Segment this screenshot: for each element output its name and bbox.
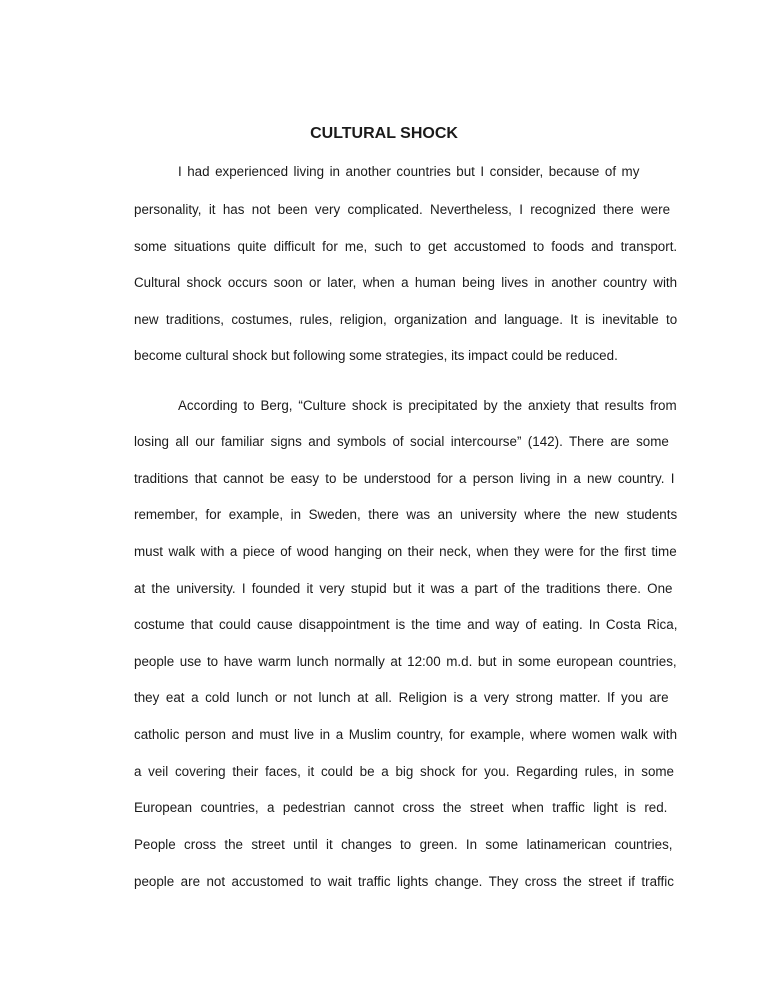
text-line: catholic person and must live in a Muslim country, for example, where women walk with <box>134 727 677 742</box>
text-line: must walk with a piece of wood hanging on their neck, when they were for the first time <box>134 544 677 559</box>
text-line: personality, it has not been very complicated. Nevertheless, I recognized there were <box>134 202 671 217</box>
text-line: they eat a cold lunch or not lunch at all. Religion is a very strong matter. If you are <box>134 690 669 705</box>
text-line: become cultural shock but following some strategies, its impact could be reduced. <box>134 348 618 363</box>
text-line: people use to have warm lunch normally at 12:00 m.d. but in some european countries, <box>134 654 677 669</box>
text-line: new traditions, costumes, rules, religion, organization and language. It is inevitable to <box>134 312 677 327</box>
text-line: According to Berg, “Culture shock is precipitated by the anxiety that results from <box>178 398 677 413</box>
text-line: a veil covering their faces, it could be a big shock for you. Regarding rules, in some <box>134 764 674 779</box>
text-line: traditions that cannot be easy to be understood for a person living in a new country. I <box>134 471 675 486</box>
text-line: remember, for example, in Sweden, there was an university where the new students <box>134 507 677 522</box>
text-line: I had experienced living in another countries but I consider, because of my <box>178 164 640 179</box>
text-line: European countries, a pedestrian cannot cross the street when traffic light is red. <box>134 800 668 815</box>
text-line: at the university. I founded it very stupid but it was a part of the traditions there. One <box>134 581 673 596</box>
text-line: costume that could cause disappointment is the time and way of eating. In Costa Rica, <box>134 617 677 632</box>
text-line: Cultural shock occurs soon or later, when a human being lives in another country with <box>134 275 677 290</box>
document-title: CULTURAL SHOCK <box>310 125 458 142</box>
text-line: losing all our familiar signs and symbols of social intercourse” (142). There are some <box>134 434 669 449</box>
text-line: some situations quite difficult for me, such to get accustomed to foods and transport. <box>134 239 677 254</box>
text-line: People cross the street until it changes to green. In some latinamerican countries, <box>134 837 673 852</box>
text-line: people are not accustomed to wait traffic lights change. They cross the street if traffic <box>134 874 674 889</box>
